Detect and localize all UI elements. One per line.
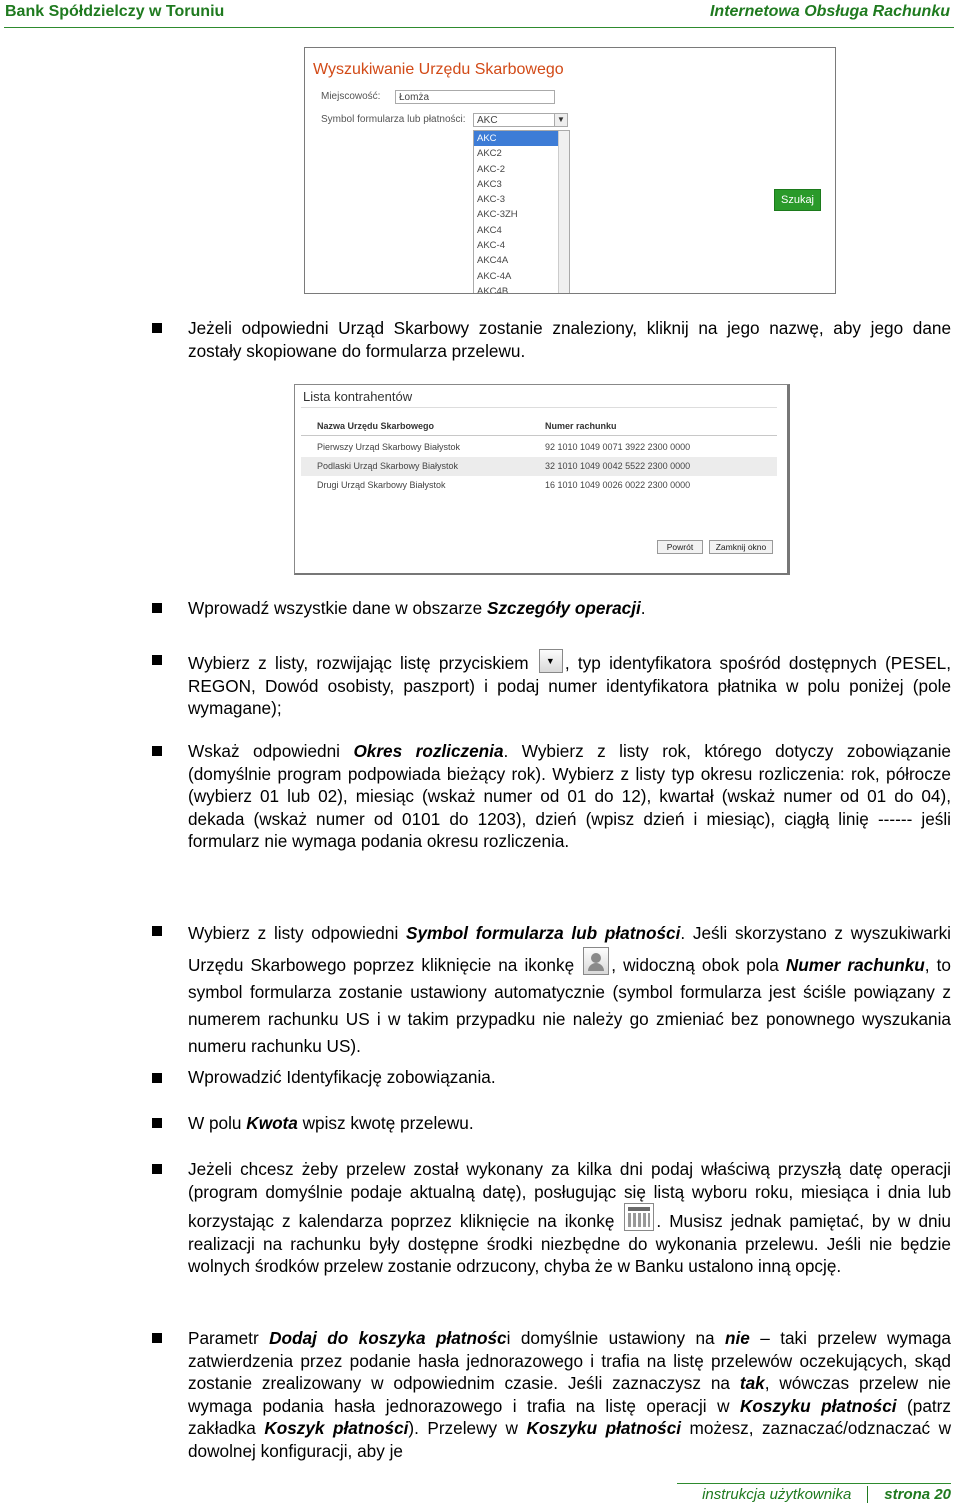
symbol-option[interactable]: AKC4B xyxy=(477,285,509,294)
city-input[interactable]: Łomża xyxy=(395,90,555,104)
header-divider xyxy=(4,27,954,28)
instruction-paragraph: Jeżeli chcesz żeby przelew został wykonany za kilka dni podaj właściwą przyszłą datę operacji (program domyślnie podaje aktualną datę), posługując się listą wyboru roku, miesiąca i dnia lub korzystając z kalendarza poprzez kliknięcie na ikonkę . Musisz jednak pamiętać, by w dniu realizacji na rachunku były dostępne środki niezbędne do wykonania przelewu. Jeśli nie będzie wolnych środków przelew zostanie odrzucony, chyba że w Banku ustalono inną opcję. xyxy=(188,1159,951,1277)
symbol-label: Symbol formularza lub płatności: xyxy=(321,114,466,125)
instruction-paragraph: W polu Kwota wpisz kwotę przelewu. xyxy=(188,1113,474,1133)
back-button[interactable]: Powrót xyxy=(657,540,703,554)
footer-separator xyxy=(867,1486,868,1503)
table-row[interactable] xyxy=(301,438,777,457)
symbol-option[interactable]: AKC xyxy=(474,131,569,146)
symbol-option[interactable]: AKC-4A xyxy=(477,270,512,282)
symbol-option[interactable]: AKC-3ZH xyxy=(477,209,518,221)
close-window-button[interactable]: Zamknij okno xyxy=(709,540,773,554)
calendar-icon xyxy=(624,1203,654,1231)
header-divider xyxy=(301,435,777,436)
office-name[interactable]: Pierwszy Urząd Skarbowy Białystok xyxy=(317,442,461,452)
chevron-down-icon[interactable]: ▼ xyxy=(554,114,567,126)
symbol-option[interactable]: AKC2 xyxy=(477,148,502,160)
symbol-option[interactable]: AKC-4 xyxy=(477,240,505,252)
footer xyxy=(702,1486,951,1503)
instruction-paragraph: Wybierz z listy odpowiedni Symbol formularza lub płatności. Jeśli skorzystano z wyszukiwarki Urzędu Skarbowego poprzez kliknięcie na ikonkę , widoczną obok pola Numer rachunku, to symbol formularza zostanie ustawiony automatycznie (symbol formularza jest ściśle powiązany z numerem rachunku US i w takim przypadku nie należy go zmieniać bez ponownego wyszukania numeru rachunku US). xyxy=(188,923,951,1056)
table-row[interactable] xyxy=(301,457,777,476)
symbol-select-value: AKC xyxy=(477,115,498,126)
header-bank-name: Bank Spółdzielczy w Toruniu xyxy=(5,3,225,20)
symbol-option[interactable]: AKC4A xyxy=(477,255,509,267)
contractor-list-screenshot xyxy=(294,384,790,575)
instruction-paragraph: Parametr Dodaj do koszyka płatności domyślnie ustawiony na nie – taki przelew wymaga zatwierdzenia przez podanie hasła jednorazowego i trafia na listę przelewów oczekujących, skąd zostanie zrealizowany w odpowiednim czasie. Jeśli zaznaczysz na tak, wówczas przelew nie wymaga podania hasła jednorazowego i trafia na listę operacji w Koszyku płatności (patrz zakładka Koszyk płatności). Przelewy w Koszyku płatności możesz, zaznaczać/odznaczać w dowolnej konfiguracji, aby je xyxy=(188,1328,951,1461)
bullet-icon xyxy=(152,1118,162,1128)
city-label: Miejscowość: xyxy=(321,91,381,102)
symbol-option[interactable]: AKC-3 xyxy=(477,194,505,206)
footer-divider xyxy=(677,1483,951,1484)
office-name[interactable]: Drugi Urząd Skarbowy Białystok xyxy=(317,480,446,490)
bullet-icon xyxy=(152,1073,162,1083)
bullet-icon xyxy=(152,1164,162,1174)
symbol-dropdown-list[interactable] xyxy=(473,130,570,294)
symbol-option[interactable]: AKC-2 xyxy=(477,163,505,175)
search-office-icon xyxy=(583,947,609,975)
bullet-icon xyxy=(152,1333,162,1343)
dropdown-scrollbar[interactable] xyxy=(558,131,569,294)
instruction-paragraph: Wskaż odpowiedni Okres rozliczenia. Wybierz z listy rok, którego dotyczy zobowiązanie (domyślnie program podpowiada bieżący rok). Wybierz z listy typ okresu rozliczenia: rok, półrocze (wybierz 01 lub 02), miesiąc (wskaż numer od 01 do 12), kwartał (wskaż numer od 01 do 04), dekada (wskaż numer od 0101 do 1203), dzień (wpisz dzień i miesiąc), ciągłą linię ------ jeśli formularz nie wymaga podania okresu rozliczenia. xyxy=(188,741,951,852)
tax-office-search-screenshot xyxy=(304,47,836,294)
title-divider xyxy=(301,407,777,408)
bullet-icon xyxy=(152,926,162,936)
bullet-icon xyxy=(152,603,162,613)
footer-label: instrukcja użytkownika xyxy=(702,1486,852,1503)
instruction-paragraph: Wybierz z listy, rozwijając listę przyciskiem ▼ , typ identyfikatora spośród dostępnych (PESEL, REGON, Dowód osobisty, paszport) i podaj numer identyfikatora płatnika w polu poniżej (pole wymagane); xyxy=(188,649,951,720)
instruction-paragraph: Wprowadź wszystkie dane w obszarze Szczegóły operacji. xyxy=(188,598,646,618)
search-title: Wyszukiwanie Urzędu Skarbowego xyxy=(313,61,564,78)
symbol-option[interactable]: AKC4 xyxy=(477,224,502,236)
footer-page-word: strona xyxy=(884,1486,931,1503)
account-number: 92 1010 1049 0071 3922 2300 0000 xyxy=(545,442,691,452)
account-number: 32 1010 1049 0042 5522 2300 0000 xyxy=(545,461,691,471)
instruction-paragraph: Jeżeli odpowiedni Urząd Skarbowy zostanie znaleziony, kliknij na jego nazwę, aby jego dane zostały skopiowane do formularza przelewu. xyxy=(188,318,951,361)
contractor-list-title: Lista kontrahentów xyxy=(303,389,413,404)
symbol-option[interactable]: AKC3 xyxy=(477,178,502,190)
account-number: 16 1010 1049 0026 0022 2300 0000 xyxy=(545,480,691,490)
bullet-icon xyxy=(152,323,162,333)
header-service-name: Internetowa Obsługa Rachunku xyxy=(709,3,950,20)
symbol-select[interactable] xyxy=(473,113,568,127)
table-row[interactable] xyxy=(301,476,777,495)
column-header-name: Nazwa Urzędu Skarbowego xyxy=(317,421,435,431)
bullet-icon xyxy=(152,746,162,756)
column-header-account: Numer rachunku xyxy=(545,421,617,431)
page-number: 20 xyxy=(934,1486,951,1503)
search-button[interactable]: Szukaj xyxy=(774,189,821,211)
office-name[interactable]: Podlaski Urząd Skarbowy Białystok xyxy=(317,461,459,471)
bullet-icon xyxy=(152,655,162,665)
instruction-paragraph: Wprowadzić Identyfikację zobowiązania. xyxy=(188,1067,496,1087)
dropdown-button-icon: ▼ xyxy=(539,649,563,673)
